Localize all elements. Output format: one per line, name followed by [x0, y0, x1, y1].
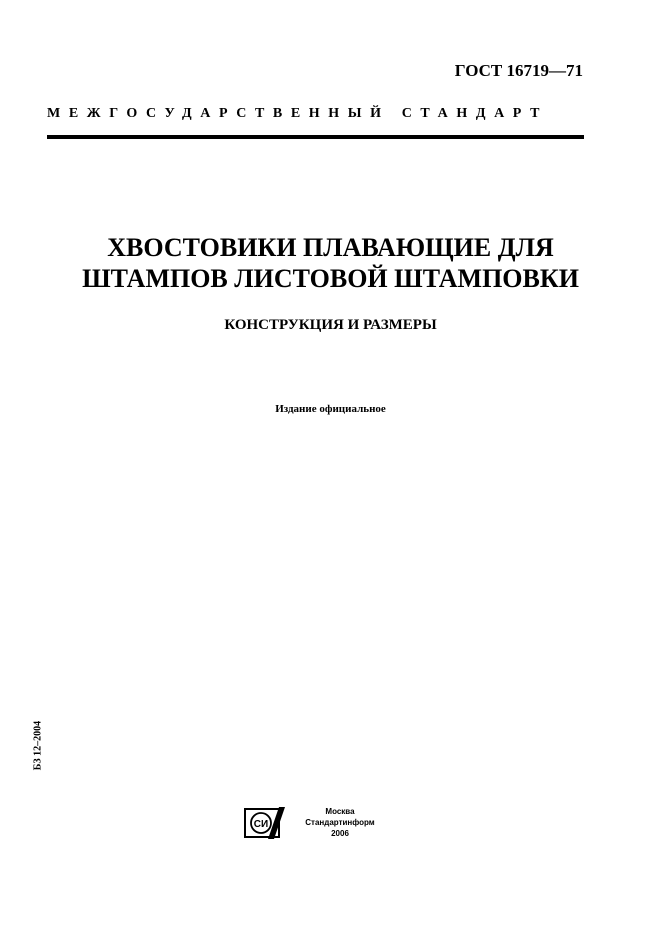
document-title: [40, 232, 621, 294]
side-code: БЗ 12–2004: [32, 720, 44, 771]
title-line-2: ШТАМПОВ ЛИСТОВОЙ ШТАМПОВКИ: [82, 264, 579, 293]
publisher-name: Стандартинформ: [305, 818, 375, 827]
title-line-1: ХВОСТОВИКИ ПЛАВАЮЩИЕ ДЛЯ: [107, 233, 554, 262]
publisher-logo-text: СИ: [253, 819, 269, 830]
standard-type: МЕЖГОСУДАРСТВЕННЫЙ СТАНДАРТ: [47, 106, 549, 121]
publisher-city: Москва: [325, 807, 355, 816]
publisher-block: [244, 806, 394, 840]
publisher-text: [294, 806, 386, 839]
gost-number: ГОСТ 16719—71: [454, 61, 583, 80]
document-subtitle: КОНСТРУКЦИЯ И РАЗМЕРЫ: [224, 317, 437, 333]
edition-label: Издание официальное: [275, 403, 386, 415]
header-rule: [47, 135, 584, 139]
publisher-logo-icon: [244, 806, 286, 840]
publisher-year: 2006: [331, 829, 349, 838]
